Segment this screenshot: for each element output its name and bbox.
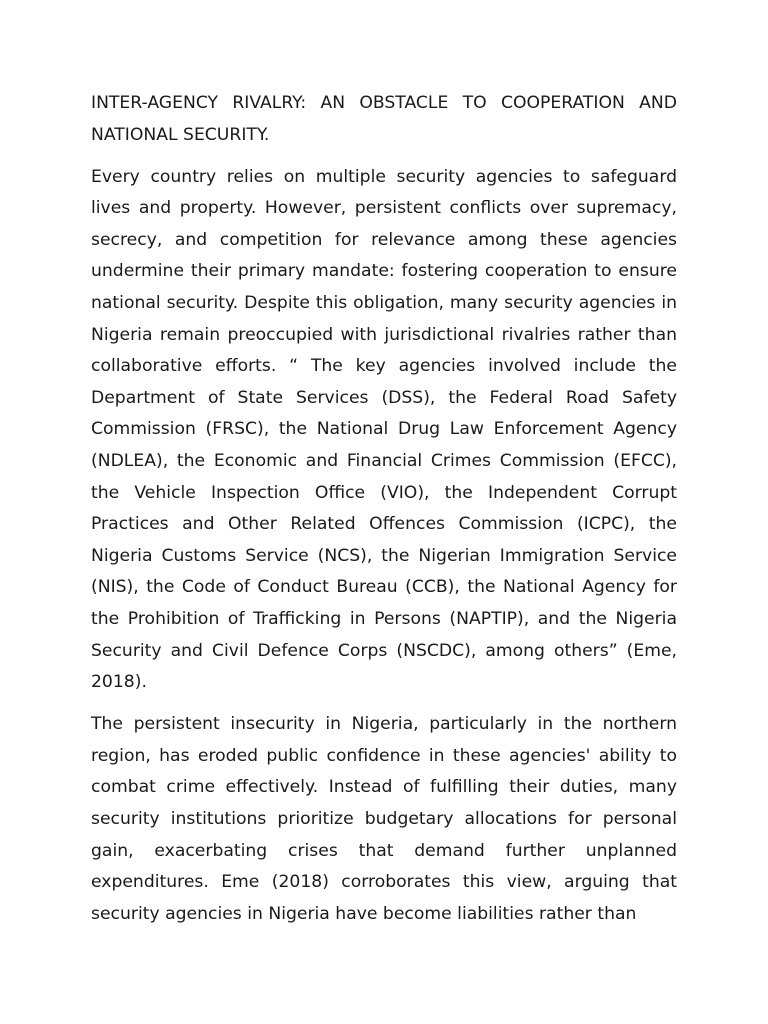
- paragraph-1: Every country relies on multiple security agencies to safeguard lives and property. However, persistent conflicts over supremacy, secrecy, and competition for relevance among these agencies undermine their primary mandate: fostering cooperation to ensure national security. Despite this obligation, many security agencies in Nigeria remain preoccupied with jurisdictional rivalries rather than collaborative efforts. “ The key agencies involved include the Department of State Services (DSS), the Federal Road Safety Commission (FRSC), the National Drug Law Enforcement Agency (NDLEA), the Economic and Financial Crimes Commission (EFCC), the Vehicle Inspection Office (VIO), the Independent Corrupt Practices and Other Related Offences Commission (ICPC), the Nigeria Customs Service (NCS), the Nigerian Immigration Service (NIS), the Code of Conduct Bureau (CCB), the National Agency for the Prohibition of Trafficking in Persons (NAPTIP), and the Nigeria Security and Civil Defence Corps (NSCDC), among others” (Eme, 2018).: [91, 166, 677, 693]
- paragraph-2: The persistent insecurity in Nigeria, particularly in the northern region, has eroded public confidence in these agencies' ability to combat crime effectively. Instead of fulfilling their duties, many security institutions prioritize budgetary allocations for personal gain, exacerbating crises that demand further unplanned expenditures. Eme (2018) corroborates this view, arguing that security agencies in Nigeria have become liabilities rather than: [91, 714, 677, 924]
- document-title: INTER-AGENCY RIVALRY: AN OBSTACLE TO COOPERATION AND NATIONAL SECURITY.: [91, 93, 677, 145]
- document-body: [91, 88, 677, 941]
